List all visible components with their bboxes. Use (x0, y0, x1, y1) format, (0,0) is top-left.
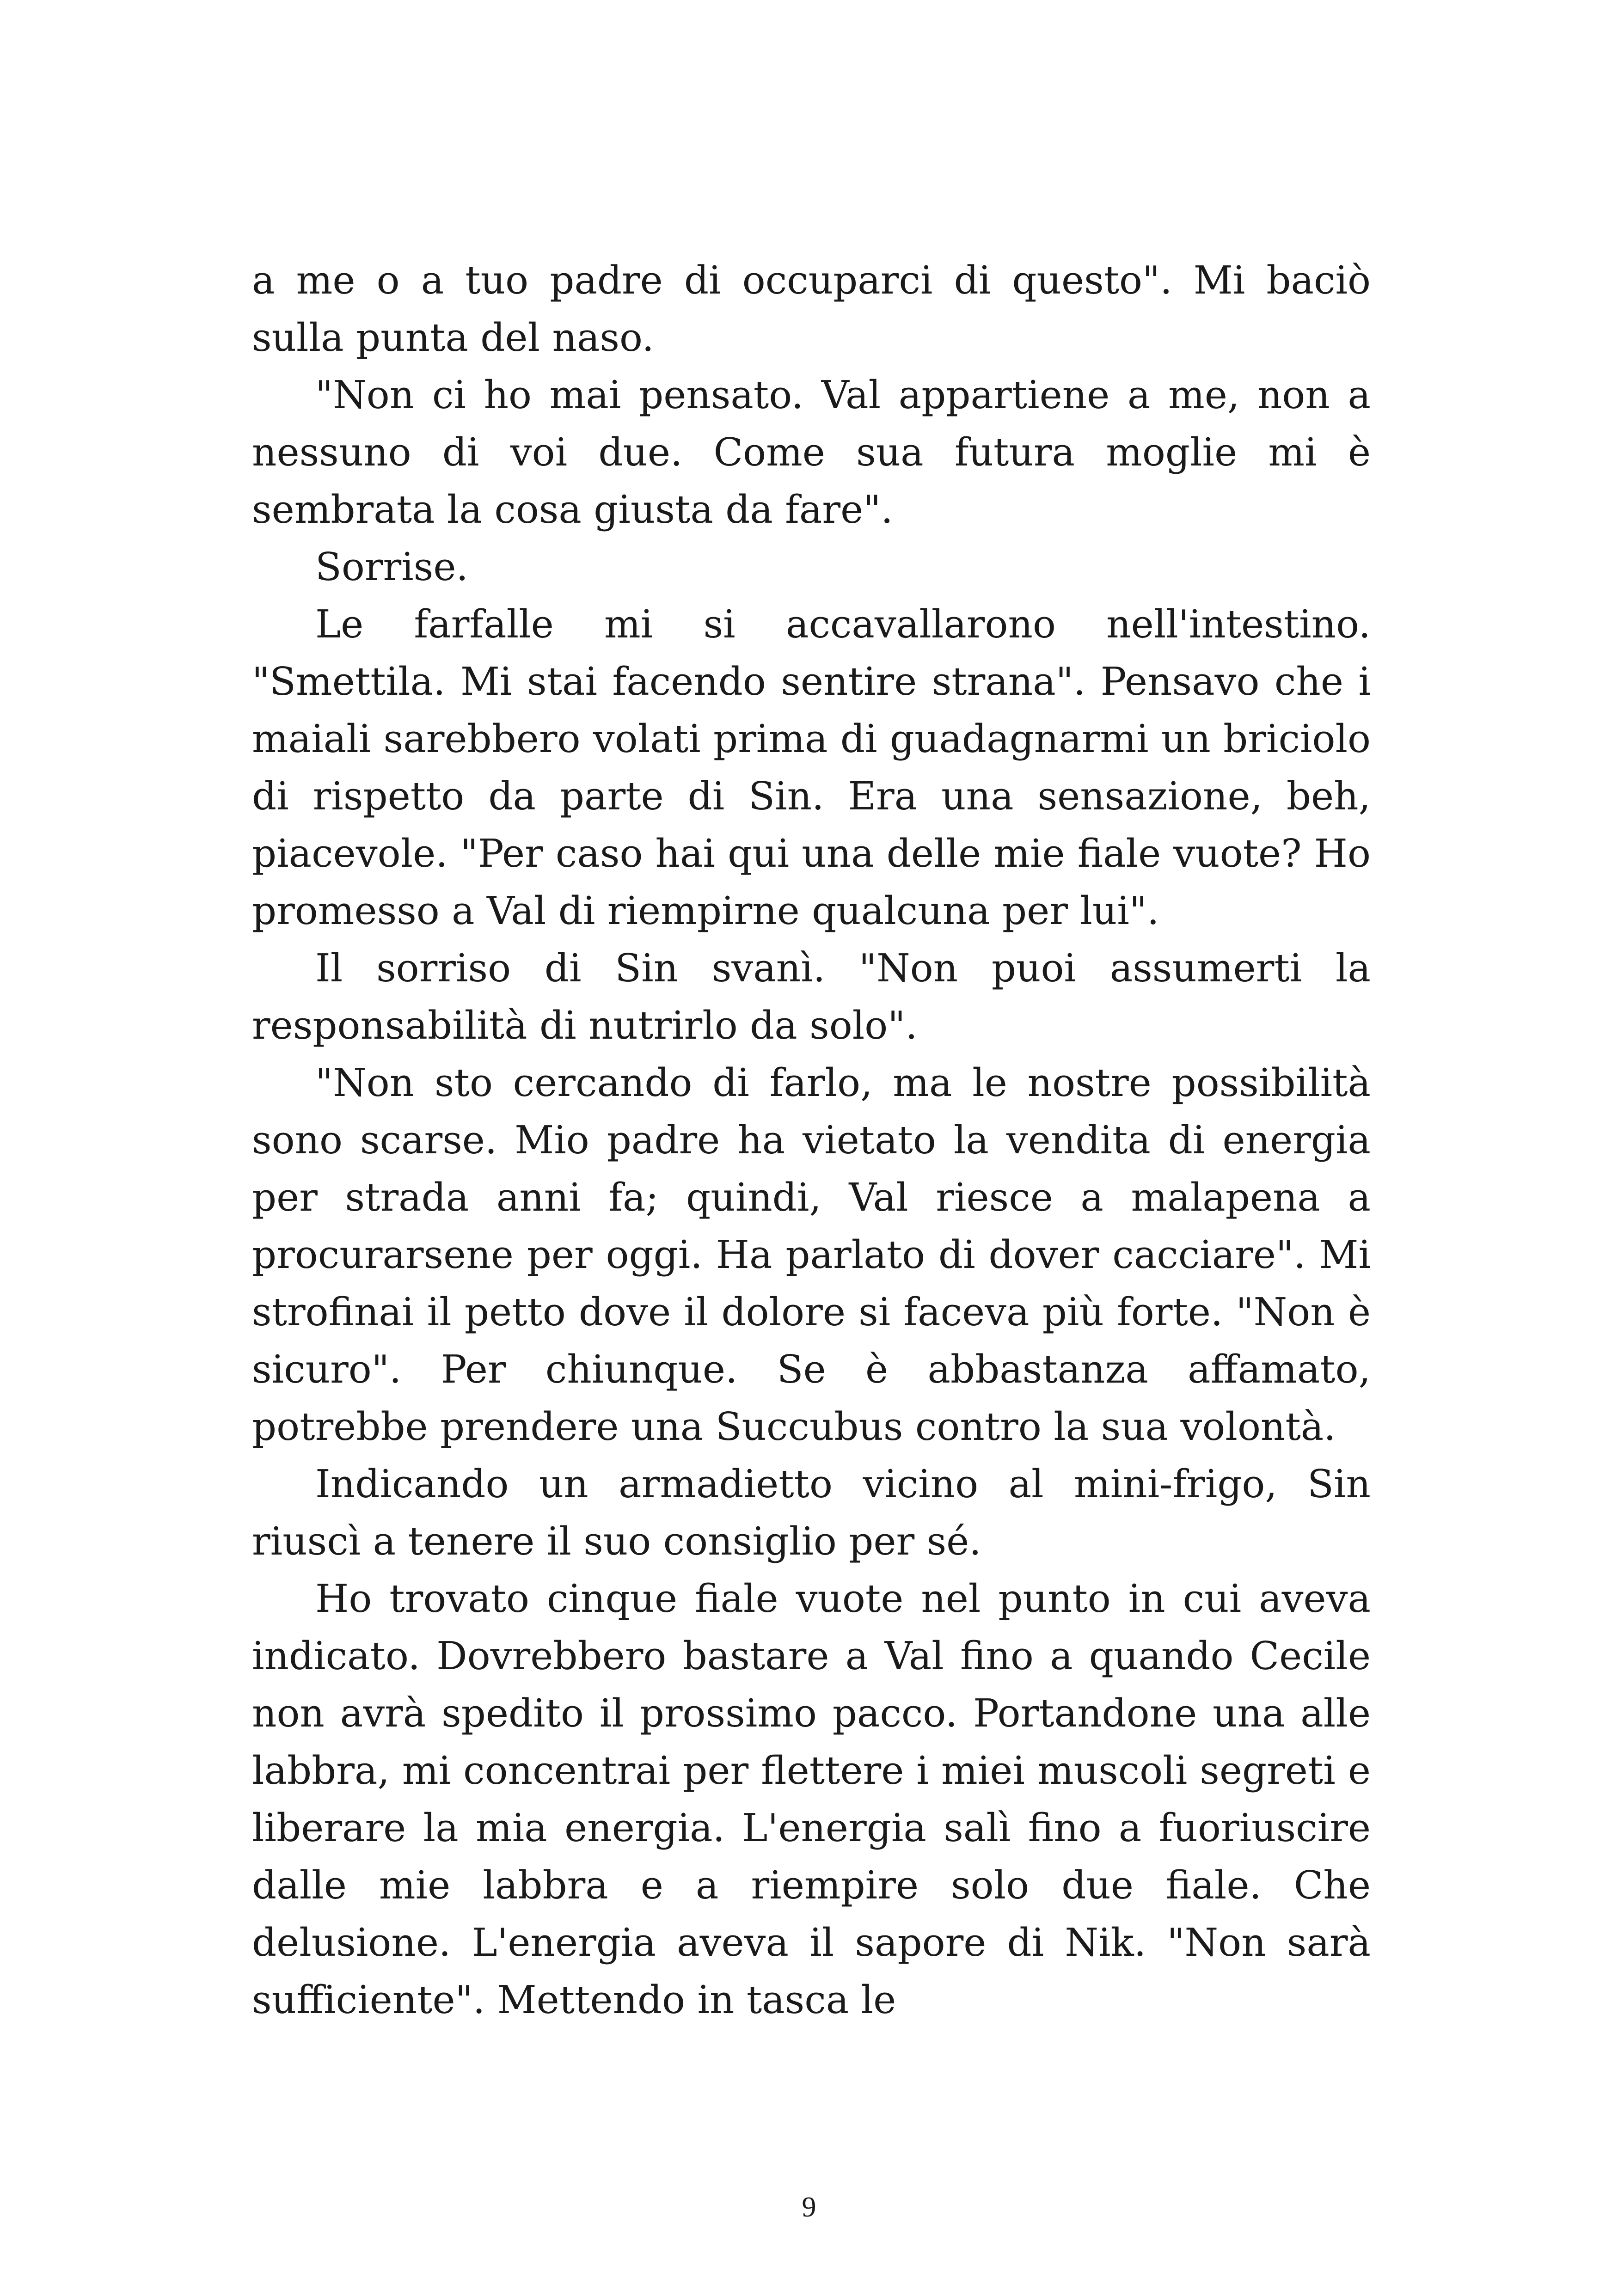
paragraph: Sorrise. (315, 545, 468, 589)
paragraph: a me o a tuo padre di occuparci di questo". Mi baciò sulla punta del naso. (252, 258, 1371, 360)
paragraph: Le farfalle mi si accavallarono nell'intestino. "Smettila. Mi stai facendo sentire strana". Pensavo che i maiali sarebbero volati prima di guadagnarmi un briciolo di rispetto da parte di Sin. Era una sensazione, beh, piacevole. "Per caso hai qui una delle mie fiale vuote? Ho promesso a Val di riempirne qualcuna per lui". (252, 602, 1371, 933)
body-text (252, 252, 1371, 2029)
paragraph: Il sorriso di Sin svanì. "Non puoi assumerti la responsabilità di nutrirlo da solo". (252, 946, 1371, 1048)
page-number: 9 (802, 2192, 816, 2223)
paragraph: "Non ci ho mai pensato. Val appartiene a me, non a nessuno di voi due. Come sua futura moglie mi è sembrata la cosa giusta da fare". (252, 373, 1371, 532)
paragraph: Ho trovato cinque fiale vuote nel punto in cui aveva indicato. Dovrebbero bastare a Val fino a quando Cecile non avrà spedito il prossimo pacco. Portandone una alle labbra, mi concentrai per flettere i miei muscoli segreti e liberare la mia energia. L'energia salì fino a fuoriuscire dalle mie labbra e a riempire solo due fiale. Che delusione. L'energia aveva il sapore di Nik. "Non sarà sufficiente". Mettendo in tasca le (252, 1576, 1371, 2022)
paragraph: Indicando un armadietto vicino al mini-frigo, Sin riuscì a tenere il suo consiglio per sé. (252, 1462, 1371, 1564)
paragraph: "Non sto cercando di farlo, ma le nostre possibilità sono scarse. Mio padre ha vietato la vendita di energia per strada anni fa; quindi, Val riesce a malapena a procurarsene per oggi. Ha parlato di dover cacciare". Mi strofinai il petto dove il dolore si faceva più forte. "Non è sicuro". Per chiunque. Se è abbastanza affamato, potrebbe prendere una Succubus contro la sua volontà. (252, 1060, 1371, 1449)
